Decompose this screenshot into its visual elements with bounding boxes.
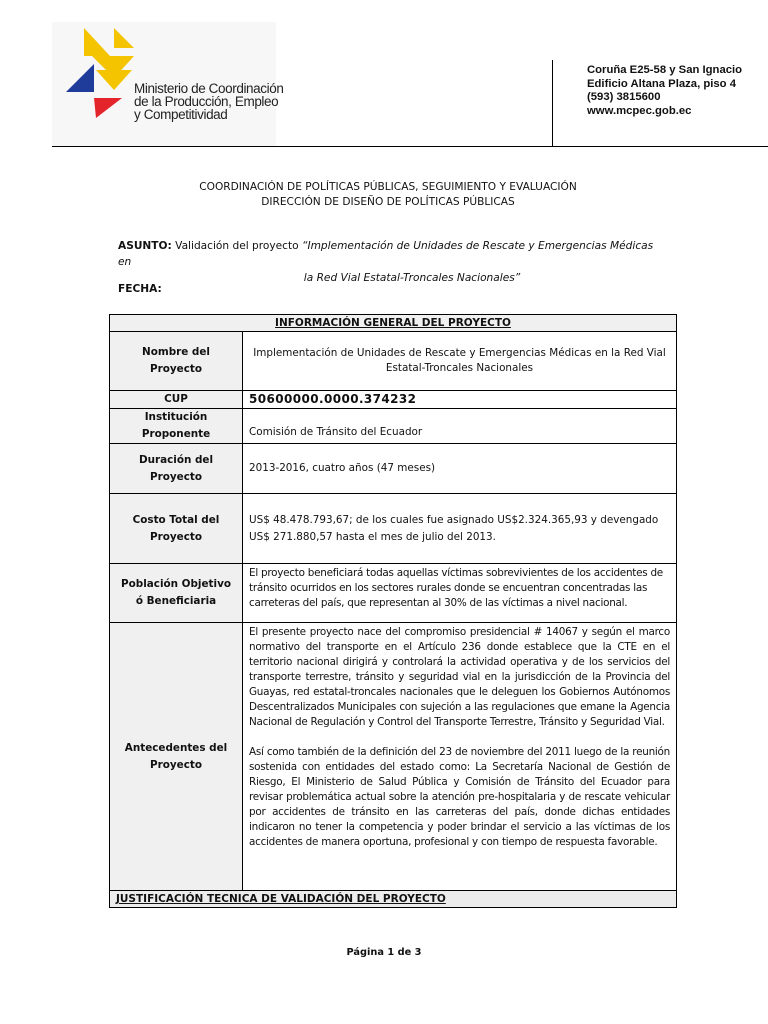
justification-header: JUSTIFICACIÓN TECNICA DE VALIDACIÓN DEL PROYECTO — [110, 891, 677, 908]
duration-value: 2013-2016, cuatro años (47 meses) — [243, 444, 677, 494]
table-row — [110, 409, 677, 444]
subject-text: Validación del proyecto — [175, 240, 299, 252]
cup-value: 50600000.0000.374232 — [249, 391, 417, 406]
population-value: El proyecto beneficiará todas aquellas víctimas sobrevivientes de los accidentes de tránsito ocurridos en los sectores rurales donde se encuentran concentradas las carreteras del país, que representan al 30% de las víctimas a nivel nacional. — [243, 564, 677, 623]
project-info-table — [109, 314, 677, 908]
cost-value: US$ 48.478.793,67; de los cuales fue asignado US$2.324.365,93 y devengado US$ 271.880,57 hasta el mes de julio del 2013. — [243, 494, 677, 564]
date-label: FECHA: — [118, 283, 162, 295]
table-row — [110, 444, 677, 494]
background-paragraph-2: Así como también de la definición del 23 de noviembre del 2011 luego de la reunión sostenida con entidades del estado como: La Secretaría Nacional de Gestión de Riesgo, El Ministerio de Salud Pública y Comisión de Tránsito del Ecuador para revisar problemática actual sobre la atención pre-hospitalaria y de rescate vehicular por accidentes de tránsito en las carreteras del país, donde dichas entidades indicaron no tener la competencia y poder brindar el servicio a las víctimas de los accidentes de manera oportuna, profesional y con tiempo de respuesta favorable. — [249, 746, 670, 848]
contact-address: Coruña E25-58 y San Ignacio — [587, 64, 743, 76]
project-name-value: Implementación de Unidades de Rescate y Emergencias Médicas en la Red Vial Estatal-Troncales Nacionales — [243, 332, 677, 391]
background-label: Antecedentes del Proyecto — [110, 623, 243, 891]
institution-value: Comisión de Tránsito del Ecuador — [243, 409, 677, 444]
institution-label: Institución Proponente — [110, 409, 243, 444]
logo-line-2: de la Producción, Empleo — [134, 94, 279, 109]
table-header-row — [110, 315, 677, 332]
contact-block — [587, 64, 742, 118]
table-row — [110, 494, 677, 564]
subject-block — [118, 238, 666, 286]
population-label: Población Objetivo ó Beneficiaria — [110, 564, 243, 623]
subject-label: ASUNTO: — [118, 240, 172, 252]
cost-label: Costo Total del Proyecto — [110, 494, 243, 564]
project-name-label: Nombre del Proyecto — [110, 332, 243, 391]
table-row — [110, 332, 677, 391]
contact-building: Edificio Altana Plaza, piso 4 — [587, 77, 736, 90]
ministry-logo-icon — [62, 26, 134, 122]
page-number: Página 1 de 3 — [346, 947, 422, 958]
subject-title-line-1: “Implementación de Unidades de Rescate y Emergencias Médicas en — [118, 240, 654, 268]
cup-label: CUP — [110, 391, 243, 409]
background-paragraph-1: El presente proyecto nace del compromiso presidencial # 14067 y según el marco normativo del transporte en el Artículo 236 donde establece que la CTE en el territorio nacional dirigirá y controlará la actividad operativa y de los servicios del transporte terrestre, tránsito y seguridad vial en la jurisdicción de la Provincia del Guayas, red estatal-troncales nacionales que le deleguen los Gobiernos Autónomos Descentralizados Municipales con sujeción a las regulaciones que emane la Agencia Nacional de Regulación y Control del Transporte Terrestre, Tránsito y Seguridad Vial. — [249, 626, 670, 728]
subject-title-line-2: la Red Vial Estatal-Troncales Nacionales” — [303, 272, 521, 284]
ministry-name — [134, 82, 284, 121]
table-row — [110, 564, 677, 623]
heading-direction: DIRECCIÓN DE DISEÑO DE POLÍTICAS PÚBLICAS — [261, 196, 515, 208]
logo-line-1: Ministerio de Coordinación — [134, 81, 284, 96]
header-horizontal-divider — [52, 146, 768, 147]
logo-line-3: y Competitividad — [134, 107, 228, 122]
table-row — [110, 623, 677, 891]
table-header: INFORMACIÓN GENERAL DEL PROYECTO — [110, 315, 677, 332]
table-row — [110, 391, 677, 409]
duration-label: Duración del Proyecto — [110, 444, 243, 494]
heading-coordination: COORDINACIÓN DE POLÍTICAS PÚBLICAS, SEGUIMIENTO Y EVALUACIÓN — [199, 181, 577, 193]
contact-website: www.mcpec.gob.ec — [587, 104, 692, 117]
header-vertical-divider — [552, 60, 553, 147]
justification-row — [110, 891, 677, 908]
contact-phone: (593) 3815600 — [587, 91, 661, 103]
background-value — [243, 623, 677, 891]
